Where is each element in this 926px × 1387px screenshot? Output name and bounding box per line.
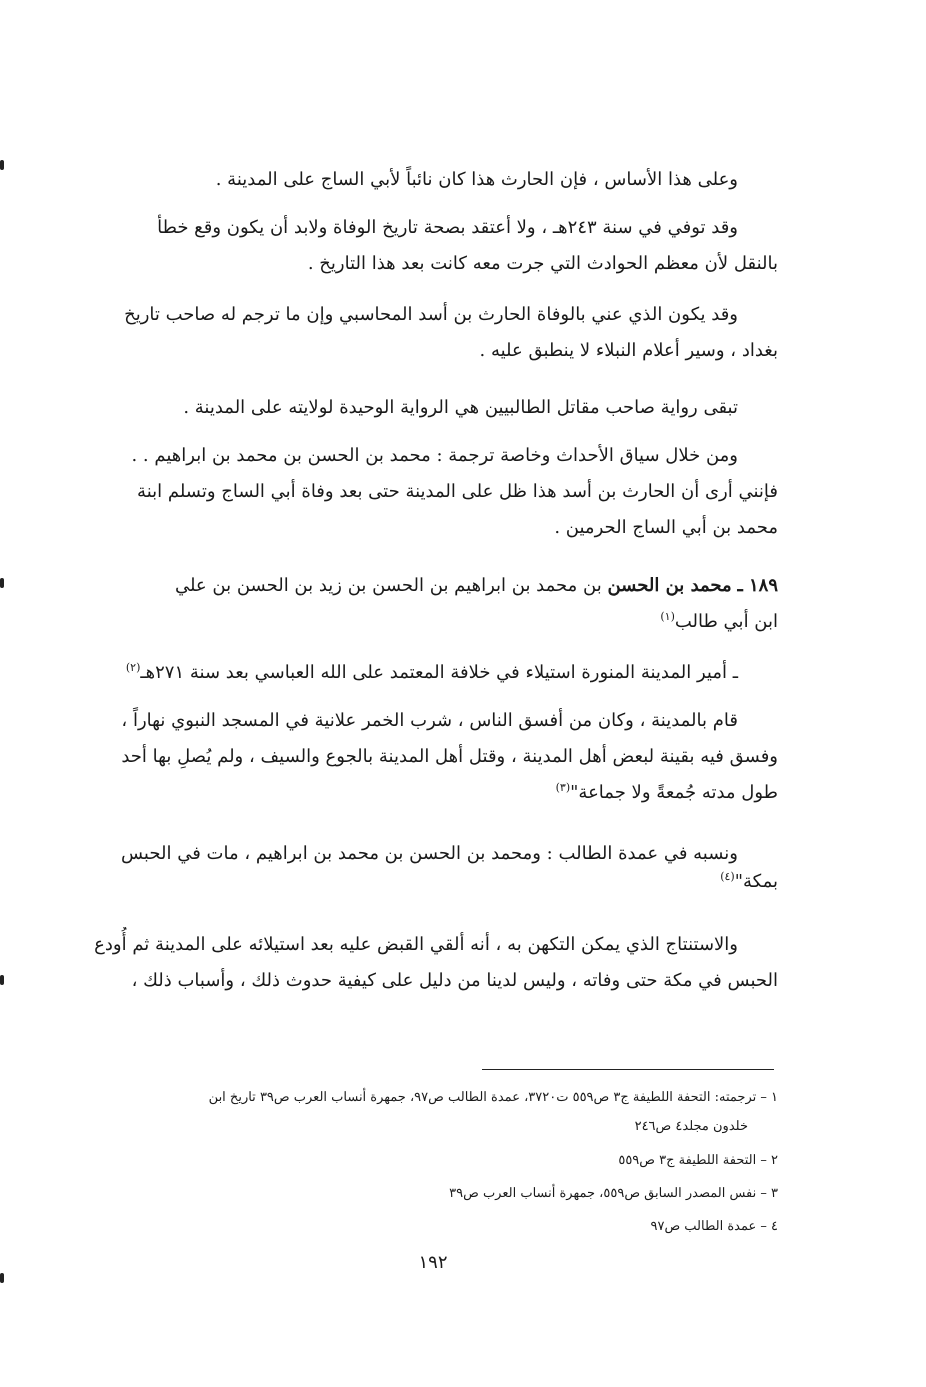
text-line: ومن خلال سياق الأحداث وخاصة ترجمة : محمد بن الحسن بن محمد بن ابراهيم . . — [131, 445, 738, 466]
footnote-separator — [482, 1069, 774, 1070]
paragraph — [78, 162, 778, 198]
text-span: بمكة" — [734, 871, 778, 892]
footnote-ref: (٤) — [720, 870, 735, 883]
entry-lineage-end: ابن أبي طالب — [674, 611, 778, 632]
text-span: ـ أمير المدينة المنورة استيلاء في خلافة المعتمد على الله العباسي بعد سنة ٢٧١هـ — [140, 662, 738, 683]
footnote-ref: (١) — [660, 610, 675, 623]
text-line: ونسبه في عمدة الطالب : ومحمد بن الحسن بن محمد بن ابراهيم ، مات في الحبس — [120, 843, 738, 864]
entry-heading-line — [78, 604, 778, 640]
paragraph — [78, 655, 778, 691]
paragraph — [78, 836, 778, 900]
paragraph — [78, 210, 778, 282]
page-number: ١٩٢ — [418, 1252, 448, 1273]
text-line: قام بالمدينة ، وكان من أفسق الناس ، شرب الخمر علانية في المسجد النبوي نهاراً ، — [121, 710, 738, 731]
text-line — [78, 775, 778, 811]
scan-edge-mark — [0, 160, 4, 170]
text-line: بالنقل لأن معظم الحوادث التي جرت معه كانت بعد هذا التاريخ . — [307, 253, 778, 274]
footnote: ٣ – نفس المصدر السابق ص٥٥٩، جمهرة أنساب العرب ص٣٩ — [449, 1186, 778, 1201]
paragraph — [78, 927, 778, 999]
scan-edge-mark — [0, 975, 4, 985]
biography-entry — [78, 568, 778, 640]
footnote-ref: (٢) — [125, 661, 141, 674]
entry-number: ١٨٩ ـ — [737, 575, 778, 596]
paragraph — [78, 703, 778, 811]
text-line: تبقى رواية صاحب مقاتل الطالبيين هي الرواية الوحيدة لولايته على المدينة . — [183, 397, 738, 418]
text-line: والاستنتاج الذي يمكن التكهن به ، أنه ألقي القبض عليه بعد استيلائه على المدينة ثم أُودع — [94, 934, 738, 955]
footnote: خلدون مجلد٤ ص٢٤٦ — [634, 1119, 748, 1134]
paragraph — [78, 297, 778, 369]
footnote: ٢ – التحفة اللطيفة ج٣ ص٥٥٩ — [618, 1153, 778, 1168]
entry-name: محمد بن الحسن — [607, 575, 732, 596]
entry-lineage: بن محمد بن ابراهيم بن الحسن بن زيد بن الحسن بن علي — [174, 575, 602, 596]
footnote: ١ – ترجمته: التحفة اللطيفة ج٣ ص٥٥٩ ت٣٧٢٠، عمدة الطالب ص٩٧، جمهرة أنساب العرب ص٣٩ تاريخ ابن — [208, 1090, 778, 1105]
text-line: محمد بن أبي الساج الحرمين . — [554, 517, 778, 538]
footnote-ref: (٣) — [555, 781, 571, 794]
text-line: وقد يكون الذي عني بالوفاة الحارث بن أسد المحاسبي وإن ما ترجم له صاحب تاريخ — [124, 304, 738, 325]
text-line: وقد توفي في سنة ٢٤٣هـ ، ولا أعتقد بصحة تاريخ الوفاة ولابد أن يكون وقع خطأ — [157, 217, 738, 238]
scan-edge-mark — [0, 1273, 4, 1283]
entry-heading-line — [78, 568, 778, 604]
scan-edge-mark — [0, 578, 4, 588]
text-line: وعلى هذا الأساس ، فإن الحارث هذا كان نائباً لأبي الساج على المدينة . — [215, 169, 738, 190]
text-line: الحبس في مكة حتى وفاته ، وليس لدينا من دليل على كيفية حدوث ذلك ، وأسباب ذلك ، — [131, 970, 778, 991]
text-line: وفسق فيه بقينة لبعض أهل المدينة ، وقتل أهل المدينة بالجوع والسيف ، ولم يُصلِ بها أحد — [121, 746, 778, 767]
text-span: طول مدته جُمعةً ولا جماعة" — [570, 782, 778, 803]
paragraph — [78, 438, 778, 546]
footnote: ٤ – عمدة الطالب ص٩٧ — [650, 1219, 778, 1234]
text-line — [78, 655, 778, 691]
text-line: بغداد ، وسير أعلام النبلاء لا ينطبق عليه . — [479, 340, 778, 361]
text-line: فإنني أرى أن الحارث بن أسد هذا ظل على المدينة حتى بعد وفاة أبي الساج وتسلم ابنة — [137, 481, 778, 502]
paragraph — [78, 390, 778, 426]
